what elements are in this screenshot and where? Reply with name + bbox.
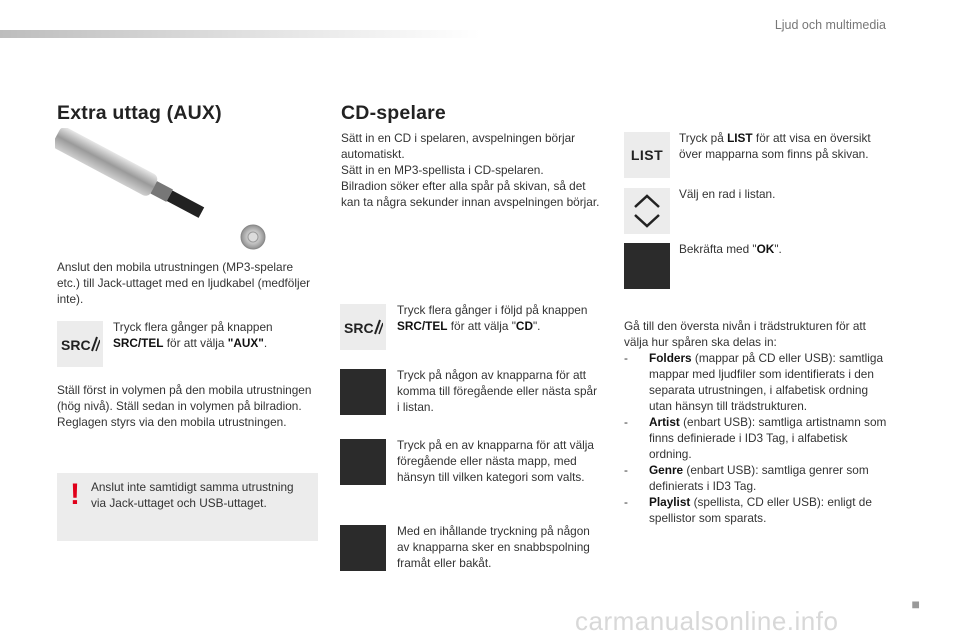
list-item xyxy=(624,494,890,526)
list-item-dash: - xyxy=(624,495,628,509)
aux-press-pre: Tryck flera gånger på knappen xyxy=(113,320,273,334)
list-press-instruction xyxy=(679,130,889,162)
aux-connect-text: Anslut den mobila utrustningen (MP3-spelare etc.) till Jack-uttaget med en ljudkabel (medföljer inte). xyxy=(57,260,311,306)
up-down-arrows-icon xyxy=(624,188,670,234)
cd-src-pre: Tryck flera gånger i följd på knappen xyxy=(397,303,588,317)
prev-next-folder-button-image xyxy=(340,439,386,485)
cd-prev-next-track-text: Tryck på någon av knapparna för att komma till föregående eller nästa spår i listan. xyxy=(397,368,597,414)
list-button-image xyxy=(624,132,670,178)
header-gradient-bar xyxy=(0,30,480,38)
list-press-post: för att visa en översikt över mapparna som finns på skivan. xyxy=(679,131,871,161)
cd-src-key: SRC/TEL xyxy=(397,319,448,333)
svg-text:SRC: SRC xyxy=(61,337,91,353)
list-item-text: (enbart USB): samtliga genrer som definierats i ID3 Tag. xyxy=(649,463,869,493)
prev-next-track-button-image xyxy=(340,369,386,415)
src-tel-button-cd xyxy=(340,304,386,350)
list-confirm-post: ". xyxy=(774,242,782,256)
cd-src-end: ". xyxy=(532,319,541,333)
ok-button-image xyxy=(624,243,670,289)
up-down-button-image xyxy=(624,188,670,234)
cd-src-mid: för att välja " xyxy=(447,319,516,333)
list-item-text: (spellista, CD eller USB): enligt de spellistor som sparats. xyxy=(649,495,872,525)
cd-title: CD-spelare xyxy=(341,102,446,124)
jack-cable-illustration xyxy=(55,128,275,253)
cd-src-value: CD xyxy=(515,319,533,333)
cd-prev-next-folder-text: Tryck på en av knapparna för att välja föregående eller nästa mapp, med hänsyn till vilken kategori som valts. xyxy=(397,438,594,484)
warning-exclamation-icon: ! xyxy=(70,478,80,511)
src-tel-icon xyxy=(343,317,383,337)
cd-fast-text: Med en ihållande tryckning på någon av knapparna sker en snabbspolning framåt eller bakåt. xyxy=(397,524,590,570)
warning-text: Anslut inte samtidigt samma utrustning via Jack-uttaget och USB-uttaget. xyxy=(91,480,294,510)
list-item xyxy=(624,462,890,494)
list-item-text: (mappar på CD eller USB): samtliga mappar med ljudfiler som identifierats i den separata utrustningen, i alfabetisk ordning utan hänsyn till trädstrukturen. xyxy=(649,351,884,413)
aux-press-mid: för att välja xyxy=(163,336,228,350)
svg-text:SRC: SRC xyxy=(344,320,374,336)
list-item-key: Playlist xyxy=(649,495,691,509)
tree-intro-text: Gå till den översta nivån i trädstrukturen för att välja hur spåren ska delas in: xyxy=(624,319,866,349)
aux-title: Extra uttag (AUX) xyxy=(57,102,222,124)
list-confirm-key: OK xyxy=(756,242,775,256)
list-item xyxy=(624,414,890,462)
list-select-text: Välj en rad i listan. xyxy=(679,187,776,201)
cd-intro-text: Sätt in en CD i spelaren, avspelningen börjar automatiskt. Sätt in en MP3-spellista i CD-spelaren. Bilradion söker efter alla spår på skivan, så det kan ta några sekunder innan avspelningen börjar. xyxy=(341,131,600,209)
watermark: carmanualsonline.info xyxy=(575,606,839,636)
list-item-dash: - xyxy=(624,463,628,477)
list-item-key: Folders xyxy=(649,351,692,365)
cd-src-instruction xyxy=(397,302,607,334)
list-item-text: (enbart USB): samtliga artistnamn som finns definierade i ID3 Tag, i alfabetisk ordning. xyxy=(649,415,887,461)
list-item xyxy=(624,350,890,414)
aux-press-end: . xyxy=(263,336,268,350)
list-press-pre: Tryck på xyxy=(679,131,728,145)
src-tel-button-aux xyxy=(57,321,103,367)
aux-press-value: "AUX" xyxy=(227,336,264,350)
list-confirm-pre: Bekräfta med " xyxy=(679,242,757,256)
list-item-key: Genre xyxy=(649,463,684,477)
list-item-dash: - xyxy=(624,351,628,365)
aux-press-instruction xyxy=(113,319,318,351)
list-item-key: Artist xyxy=(649,415,680,429)
src-tel-icon xyxy=(60,334,100,354)
page-number: ■ xyxy=(911,596,920,612)
section-header: Ljud och multimedia xyxy=(774,18,886,32)
category-list xyxy=(624,350,890,526)
list-item-dash: - xyxy=(624,415,628,429)
list-button-label: LIST xyxy=(630,147,664,163)
list-confirm-text xyxy=(679,241,879,257)
fast-forward-button-image xyxy=(340,525,386,571)
aux-press-key: SRC/TEL xyxy=(113,336,164,350)
list-press-key: LIST xyxy=(727,131,753,145)
aux-volume-text: Ställ först in volymen på den mobila utrustningen (hög nivå). Ställ sedan in volymen på bilradion. Reglagen styrs via den mobila utrustningen. xyxy=(57,383,312,429)
